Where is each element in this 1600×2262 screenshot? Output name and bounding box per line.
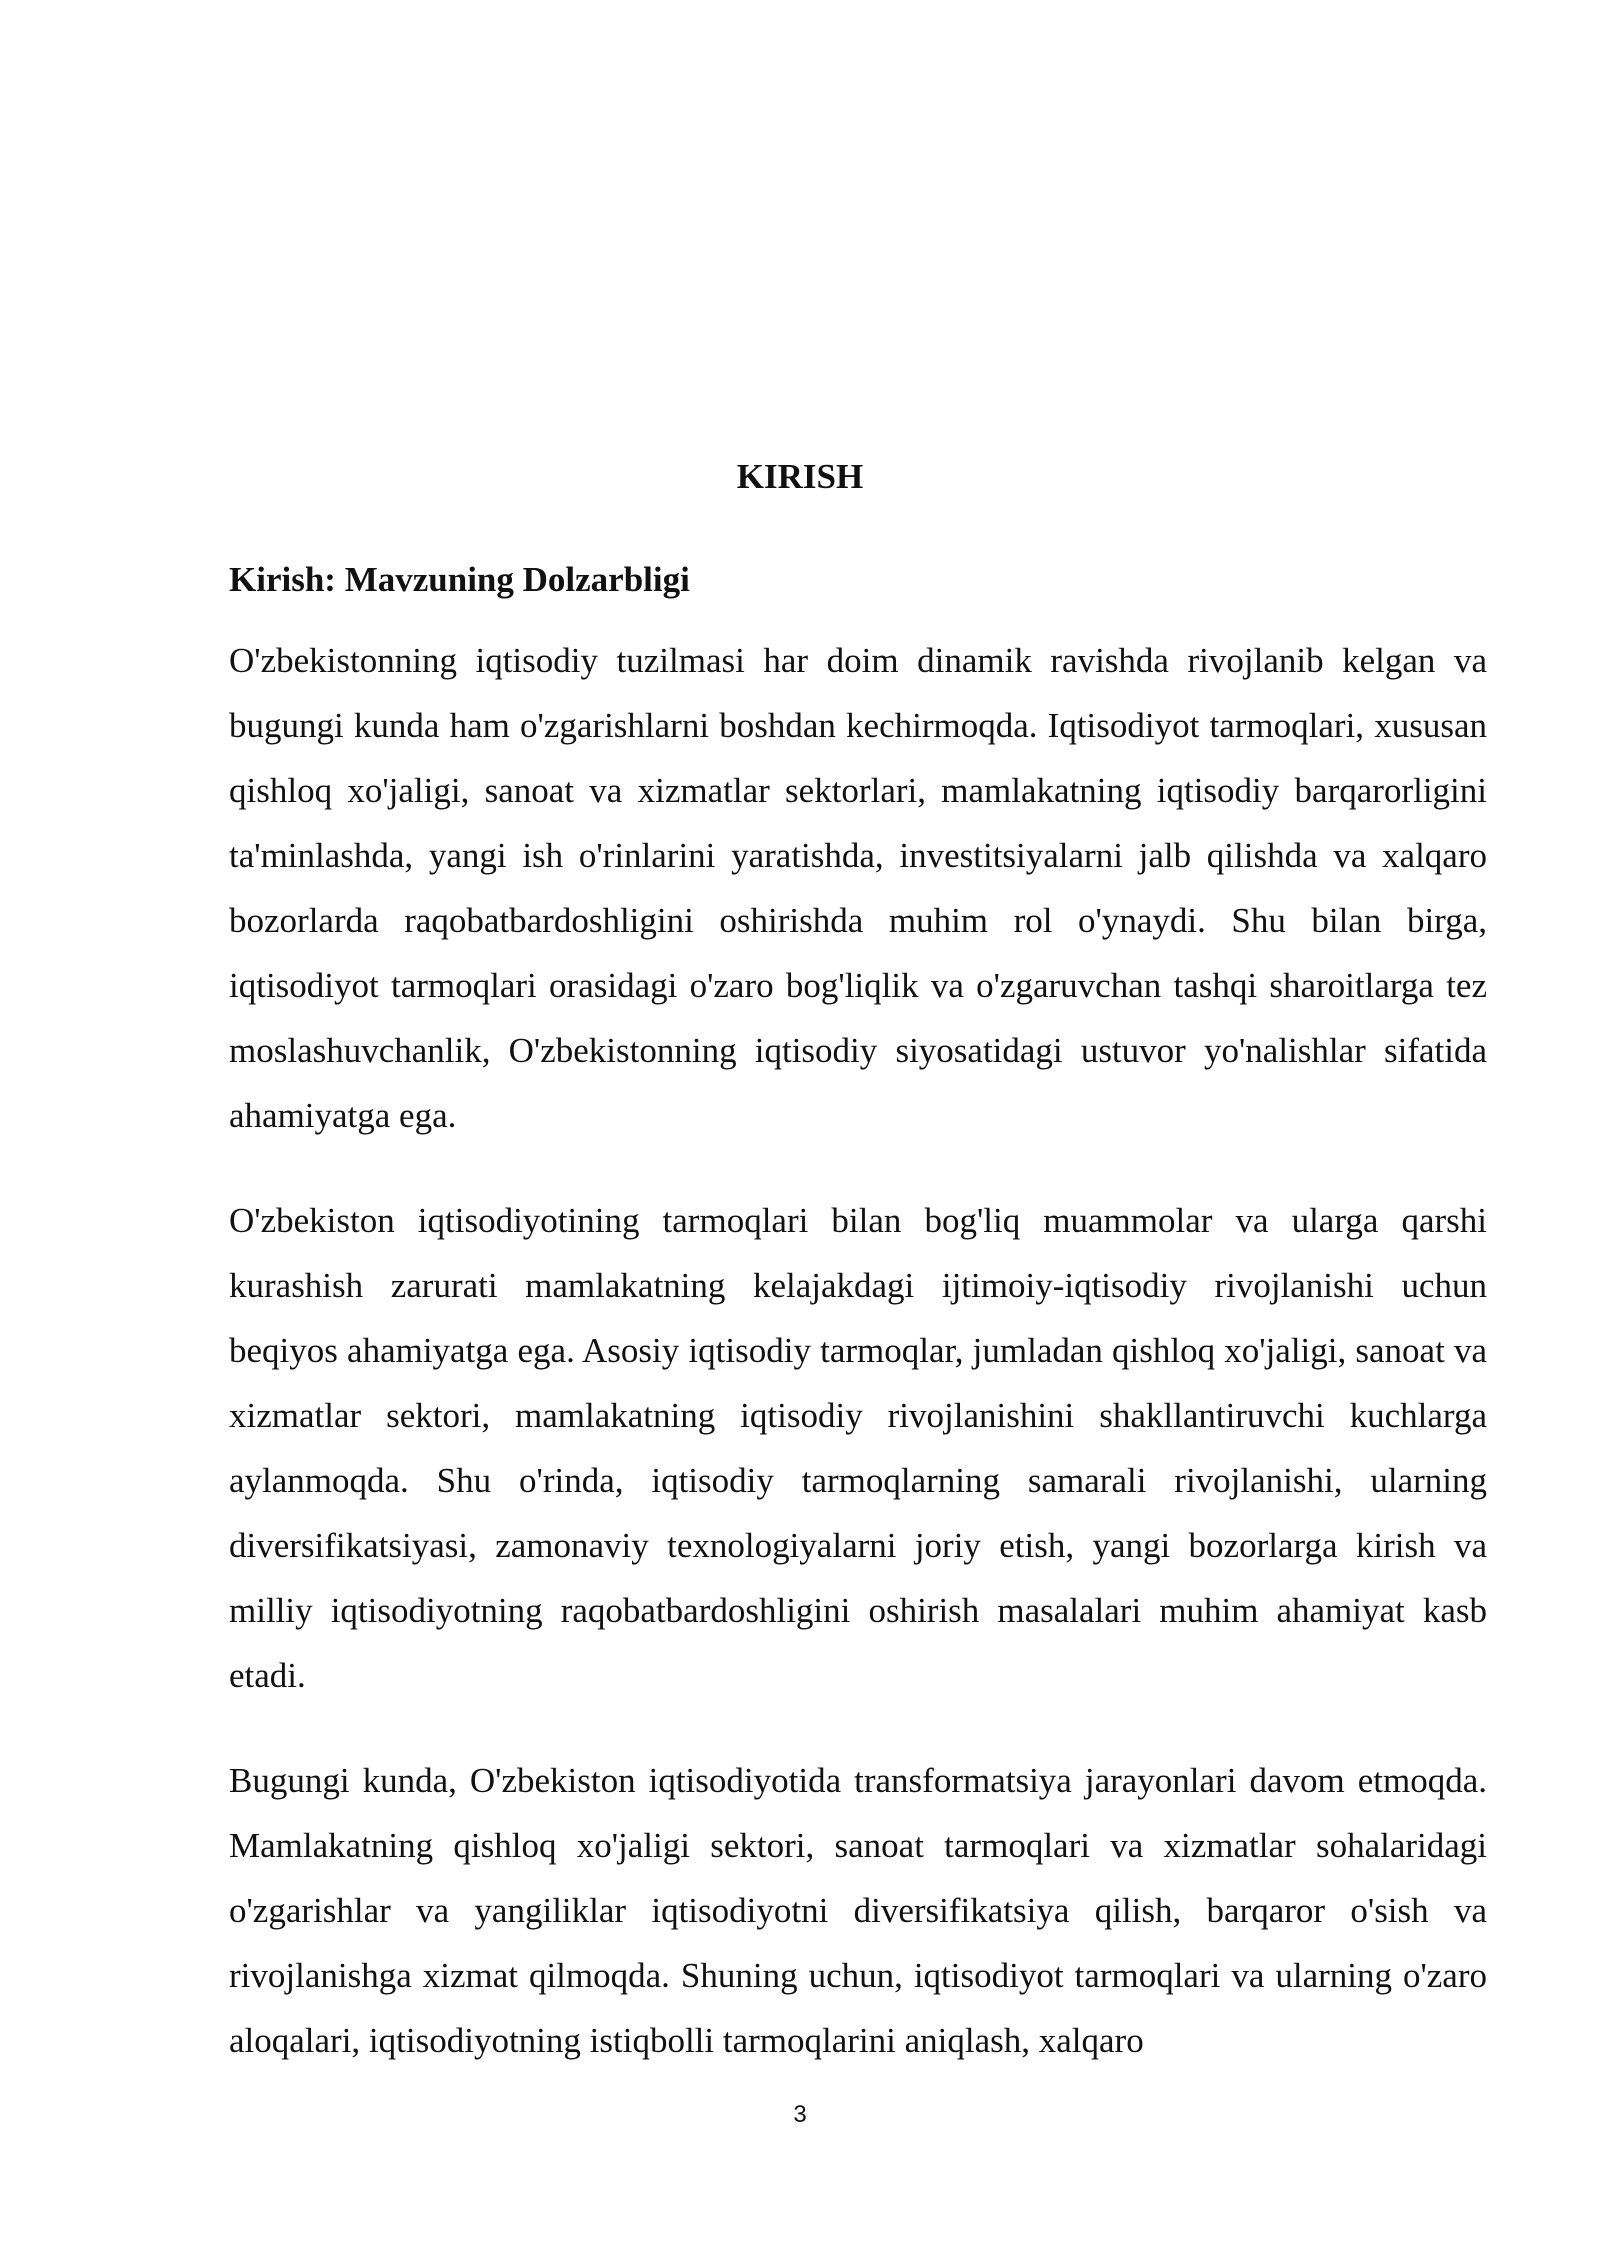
page-title: KIRISH	[736, 457, 864, 496]
section-heading: Kirish: Mavzuning Dolzarbligi	[229, 560, 690, 599]
paragraph-3: Bugungi kunda, O'zbekiston iqtisodiyotida transformatsiya jarayonlari davom etmoqda. Mamlakatning qishloq xo'jaligi sektori, sanoat tarmoqlari va xizmatlar sohalaridagi o'zgarishlar va yangiliklar iqtisodiyotni diversifikatsiya qilish, barqaror o'sish va rivojlanishga xizmat qilmoqda. Shuning uchun, iqtisodiyot tarmoqlari va ularning o'zaro aloqalari, iqtisodiyotning istiqbolli tarmoqlarini aniqlash, xalqaro	[229, 1761, 1487, 2060]
page-number: 3	[793, 2101, 807, 2128]
paragraph-2: O'zbekiston iqtisodiyotining tarmoqlari bilan bog'liq muammolar va ularga qarshi kurashish zarurati mamlakatning kelajakdagi ijtimoiy-iqtisodiy rivojlanishi uchun beqiyos ahamiyatga ega. Asosiy iqtisodiy tarmoqlar, jumladan qishloq xo'jaligi, sanoat va xizmatlar sektori, mamlakatning iqtisodiy rivojlanishini shakllantiruvchi kuchlarga aylanmoqda. Shu o'rinda, iqtisodiy tarmoqlarning samarali rivojlanishi, ularning diversifikatsiyasi, zamonaviy texnologiyalarni joriy etish, yangi bozorlarga kirish va milliy iqtisodiyotning raqobatbardoshligini oshirish masalalari muhim ahamiyat kasb etadi.	[229, 1201, 1487, 1695]
paragraph-1: O'zbekistonning iqtisodiy tuzilmasi har doim dinamik ravishda rivojlanib kelgan va bugungi kunda ham o'zgarishlarni boshdan kechirmoqda. Iqtisodiyot tarmoqlari, xususan qishloq xo'jaligi, sanoat va xizmatlar sektorlari, mamlakatning iqtisodiy barqarorligini ta'minlashda, yangi ish o'rinlarini yaratishda, investitsiyalarni jalb qilishda va xalqaro bozorlarda raqobatbardoshligini oshirishda muhim rol o'ynaydi. Shu bilan birga, iqtisodiyot tarmoqlari orasidagi o'zaro bog'liqlik va o'zgaruvchan tashqi sharoitlarga tez moslashuvchanlik, O'zbekistonning iqtisodiy siyosatidagi ustuvor yo'nalishlar sifatida ahamiyatga ega.	[229, 641, 1487, 1135]
